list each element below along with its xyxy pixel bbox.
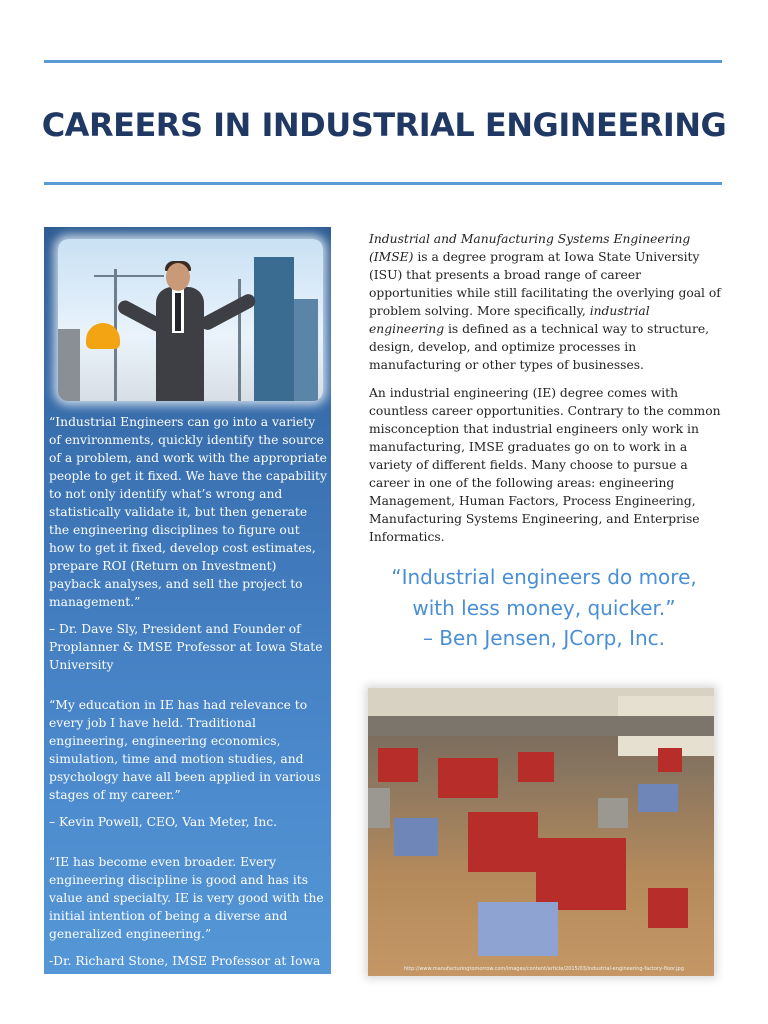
quote-stone: “IE has become even broader. Every engineering discipline is good and has its value and specialty. IE is very good with the initial intention of being a diverse and generalized engineering.” [49,855,324,941]
attribution-stone: -Dr. Richard Stone, IMSE Professor at Iowa State University [49,954,321,986]
wall-shape [368,716,714,736]
pallet-shape [394,818,438,856]
skyscraper-shape [254,257,294,401]
pull-quote [352,562,736,654]
machine-shape [648,888,688,928]
attribution-sly: – Dr. Dave Sly, President and Founder of Proplanner & IMSE Professor at Iowa State University [49,622,323,672]
equipment-shape [598,798,628,828]
photo-caption: http://www.manufacturingtomorrow.com/images/content/article/2015/03/industrial-engineering-factory-floor.jpg [404,966,684,972]
attribution-powell: – Kevin Powell, CEO, Van Meter, Inc. [49,815,278,829]
factory-floor-photo [368,688,714,976]
ie-term: industrial engineering [369,304,650,336]
pallet-shape [478,902,558,956]
intro-paragraph [369,230,725,374]
crane-arm-shape [94,275,164,277]
hard-hat-icon [86,323,120,349]
careers-paragraph: An industrial engineering (IE) degree comes with countless career opportunities. Contrary to the common misconception that industrial engineers only work in manufacturing, IMSE graduates go on to work in a variety of different fields. Many choose to pursue a career in one of the following areas: engineering Management, Human Factors, Process Engineering, Manufacturing Systems Engineering, and Enterprise Informatics. [369,386,721,544]
head-shape [166,263,190,291]
machine-shape [536,838,626,910]
forklift-shape [658,748,682,772]
pull-quote-attribution: – Ben Jensen, JCorp, Inc. [422,626,666,650]
machine-shape [468,812,538,872]
machine-shape [518,752,554,782]
imse-term: Industrial and Manufacturing Systems Engineering (IMSE) [369,232,691,264]
page-title: CAREERS IN INDUSTRIAL ENGINEERING [41,106,727,144]
top-divider [44,60,722,63]
businessman-photo [58,239,323,401]
machine-shape [438,758,498,798]
quote-sly: “Industrial Engineers can go into a variety of environments, quickly identify the source of a problem, and work with the appropriate people to get it fixed. We have the capability to not only identify what’s wrong and statistically validate it, but then generate the engineering disciplines to figure out how to get it fixed, develop cost estimates, prepare ROI (Return on Investment) payback analyses, and sell the project to management.” [49,415,327,609]
title-divider [44,182,722,185]
tie-shape [175,293,181,331]
sidebar-quotes [49,413,329,997]
arm-shape [198,292,258,333]
building-shape [294,299,318,401]
intro-text-b: is defined as a technical way to structure, design, develop, and optimize processes in manufacturing or other types of businesses. [369,322,710,372]
quotes-sidebar [44,227,331,986]
equipment-shape [368,788,390,828]
quote-powell: “My education in IE has had relevance to every job I have held. Traditional engineering, engineering economics, simulation, time and motion studies, and psychology have all been applied in various stages of my career.” [49,698,321,802]
pallet-shape [638,784,678,812]
pull-quote-line: with less money, quicker.” [412,595,676,620]
machine-shape [378,748,418,782]
building-shape [58,329,80,401]
intro-text-a: is a degree program at Iowa State University (ISU) that presents a broad range of career opportunities while still facilitating the overlying goal of problem solving. More specifically, [369,250,721,318]
main-body [369,230,725,556]
pull-quote-line: “Industrial engineers do more, [391,565,697,589]
